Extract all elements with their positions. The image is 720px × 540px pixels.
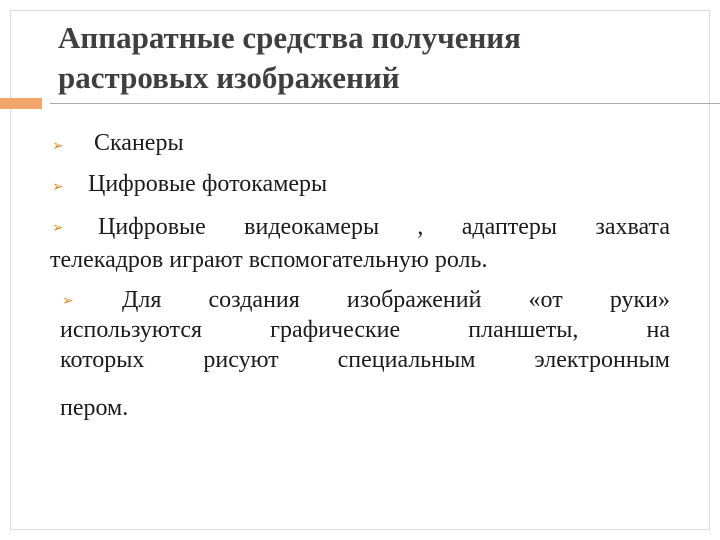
title-line-2: растровых изображений [58, 60, 400, 95]
list-item-line: пером. [60, 395, 129, 421]
list-item-line: Для создания изображений «от руки» [122, 287, 670, 313]
list-item-line: используются графические планшеты, на [60, 317, 670, 343]
list-item-line: телекадров играют вспомогательную роль. [50, 247, 488, 273]
bullet-arrow-icon: ➢ [52, 139, 64, 154]
bullet-arrow-icon: ➢ [52, 221, 64, 236]
title-line-1: Аппаратные средства получения [58, 20, 521, 55]
list-item-line: которых рисуют специальным электронным [60, 347, 670, 373]
list-item-tablets [60, 285, 670, 375]
list-item-video-cameras [50, 212, 670, 242]
list-item-scanners: Сканеры [94, 130, 184, 156]
list-item-photo-cameras: Цифровые фотокамеры [88, 171, 328, 197]
bullet-arrow-icon: ➢ [62, 294, 74, 309]
list-item-line: Цифровые видеокамеры , адаптеры захвата [98, 214, 670, 240]
bullet-arrow-icon: ➢ [52, 180, 64, 195]
